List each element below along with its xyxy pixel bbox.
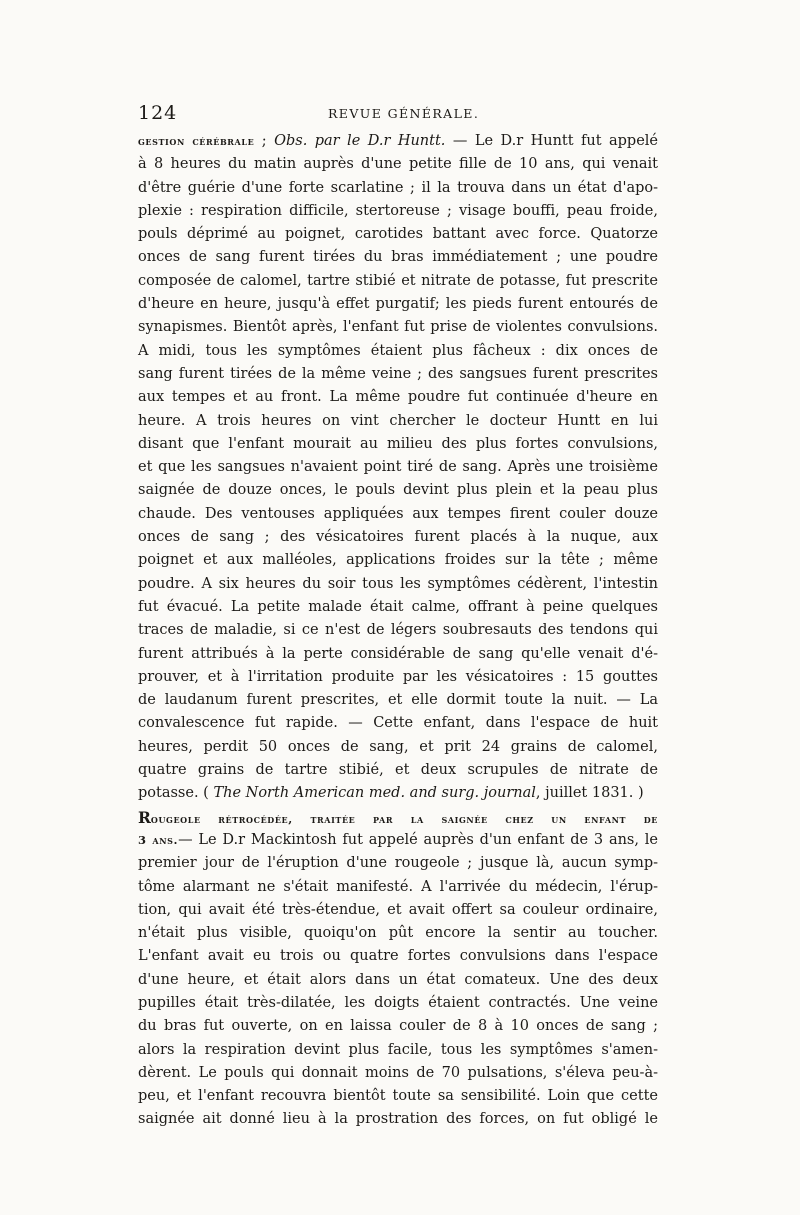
text-line: d'heure en heure, jusqu'à effet purgatif; les pieds furent entourés de bbox=[138, 296, 658, 313]
text-line: peu, et l'enfant recouvra bientôt toute sa sensibilité. Loin que cette bbox=[138, 1088, 658, 1105]
section-title-line bbox=[138, 806, 658, 829]
text-line: dèrent. Le pouls qui donnait moins de 70 pulsations, s'éleva peu-à- bbox=[138, 1064, 658, 1081]
paragraph-cerebral-congestion bbox=[138, 130, 658, 806]
text-line: traces de maladie, si ce n'est de légers soubresauts des tendons qui bbox=[138, 622, 658, 639]
text-line: synapismes. Bientôt après, l'enfant fut prise de violentes convulsions. bbox=[138, 319, 658, 336]
text-line: d'être guérie d'une forte scarlatine ; il la trouva dans un état d'apo- bbox=[138, 179, 658, 196]
text-line: du bras fut ouverte, on en laissa couler de 8 à 10 onces de sang ; bbox=[138, 1018, 658, 1035]
text-line: saignée de douze onces, le pouls devint plus plein et la peau plus bbox=[138, 482, 658, 499]
text-line: de laudanum furent prescrites, et elle dormit toute la nuit. — La bbox=[138, 692, 658, 709]
text-line: onces de sang furent tirées du bras immédiatement ; une poudre bbox=[138, 249, 658, 266]
text-line: poudre. A six heures du soir tous les symptômes cédèrent, l'intestin bbox=[138, 575, 658, 592]
text-line: poignet et aux malléoles, applications froides sur la tête ; même bbox=[138, 552, 658, 569]
text-line: fut évacué. La petite malade était calme, offrant à peine quelques bbox=[138, 598, 658, 615]
text-line: heure. A trois heures on vint chercher le docteur Huntt en lui bbox=[138, 412, 658, 429]
running-title: REVUE GÉNÉRALE. bbox=[328, 106, 480, 121]
text-line: 3 ans.— Le D.r Mackintosh fut appelé auprès d'un enfant de 3 ans, le bbox=[138, 831, 658, 848]
page-number: 124 bbox=[138, 102, 178, 124]
text-line: chaude. Des ventouses appliquées aux tempes firent couler douze bbox=[138, 505, 658, 522]
text-line: sang furent tirées de la même veine ; des sangsues furent prescrites bbox=[138, 365, 658, 382]
text-block bbox=[138, 100, 658, 1132]
text-line: et que les sangsues n'avaient point tiré de sang. Après une troisième bbox=[138, 459, 658, 476]
paragraph-measles bbox=[138, 806, 658, 1132]
text-line: tôme alarmant ne s'était manifesté. A l'arrivée du médecin, l'érup- bbox=[138, 878, 658, 895]
text-line: alors la respiration devint plus facile, tous les symptômes s'amen- bbox=[138, 1041, 658, 1058]
text-line: onces de sang ; des vésicatoires furent placés à la nuque, aux bbox=[138, 529, 658, 546]
section-heading: ougeole rétrocédée, traitée par la saignée chez un enfant de bbox=[150, 811, 658, 826]
text-line: prouver, et à l'irritation produite par les vésicatoires : 15 gouttes bbox=[138, 668, 658, 685]
text-line: tion, qui avait été très-étendue, et avait offert sa couleur ordinaire, bbox=[138, 901, 658, 918]
text-line: heures, perdit 50 onces de sang, et prit 24 grains de calomel, bbox=[138, 738, 658, 755]
text-line: disant que l'enfant mourait au milieu des plus fortes convulsions, bbox=[138, 435, 658, 452]
text-line: d'une heure, et était alors dans un état comateux. Une des deux bbox=[138, 971, 658, 988]
text-line: pouls déprimé au poignet, carotides battant avec force. Quatorze bbox=[138, 226, 658, 243]
page-header bbox=[138, 100, 658, 126]
text-line: gestion cérébrale ; Obs. par le D.r Huntt. — Le D.r Huntt fut appelé bbox=[138, 133, 659, 149]
text-line: premier jour de l'éruption d'une rougeole ; jusque là, aucun symp- bbox=[138, 855, 658, 872]
text-line: quatre grains de tartre stibié, et deux scrupules de nitrate de bbox=[138, 762, 658, 779]
section-initial: R bbox=[138, 807, 151, 827]
text-line: composée de calomel, tartre stibié et nitrate de potasse, fut prescrite bbox=[138, 272, 658, 289]
text-line: aux tempes et au front. La même poudre fut continuée d'heure en bbox=[138, 389, 658, 406]
section-heading: gestion cérébrale bbox=[138, 134, 255, 148]
text-line: saignée ait donné lieu à la prostration des forces, on fut obligé le bbox=[138, 1111, 658, 1128]
text-line: furent attribués à la perte considérable de sang qu'elle venait d'é- bbox=[138, 645, 658, 662]
text-line: potasse. ( The North American med. and surg. journal, juillet 1831. ) bbox=[138, 785, 644, 802]
text-line: L'enfant avait eu trois ou quatre fortes convulsions dans l'espace bbox=[138, 948, 658, 965]
observation-heading: Obs. par le D.r Huntt. bbox=[274, 133, 446, 149]
text-line: convalescence fut rapide. — Cette enfant, dans l'espace de huit bbox=[138, 715, 658, 732]
section-heading-end: 3 ans. bbox=[138, 832, 179, 847]
text-line: A midi, tous les symptômes étaient plus fâcheux : dix onces de bbox=[138, 342, 658, 359]
text-line: plexie : respiration difficile, stertoreuse ; visage bouffi, peau froide, bbox=[138, 202, 658, 219]
text-line: n'était plus visible, quoiqu'on pût encore la sentir au toucher. bbox=[138, 925, 658, 942]
journal-citation: The North American med. and surg. journal bbox=[213, 785, 536, 802]
text-line: pupilles était très-dilatée, les doigts étaient contractés. Une veine bbox=[138, 994, 658, 1011]
text-line: à 8 heures du matin auprès d'une petite fille de 10 ans, qui venait bbox=[138, 156, 658, 173]
